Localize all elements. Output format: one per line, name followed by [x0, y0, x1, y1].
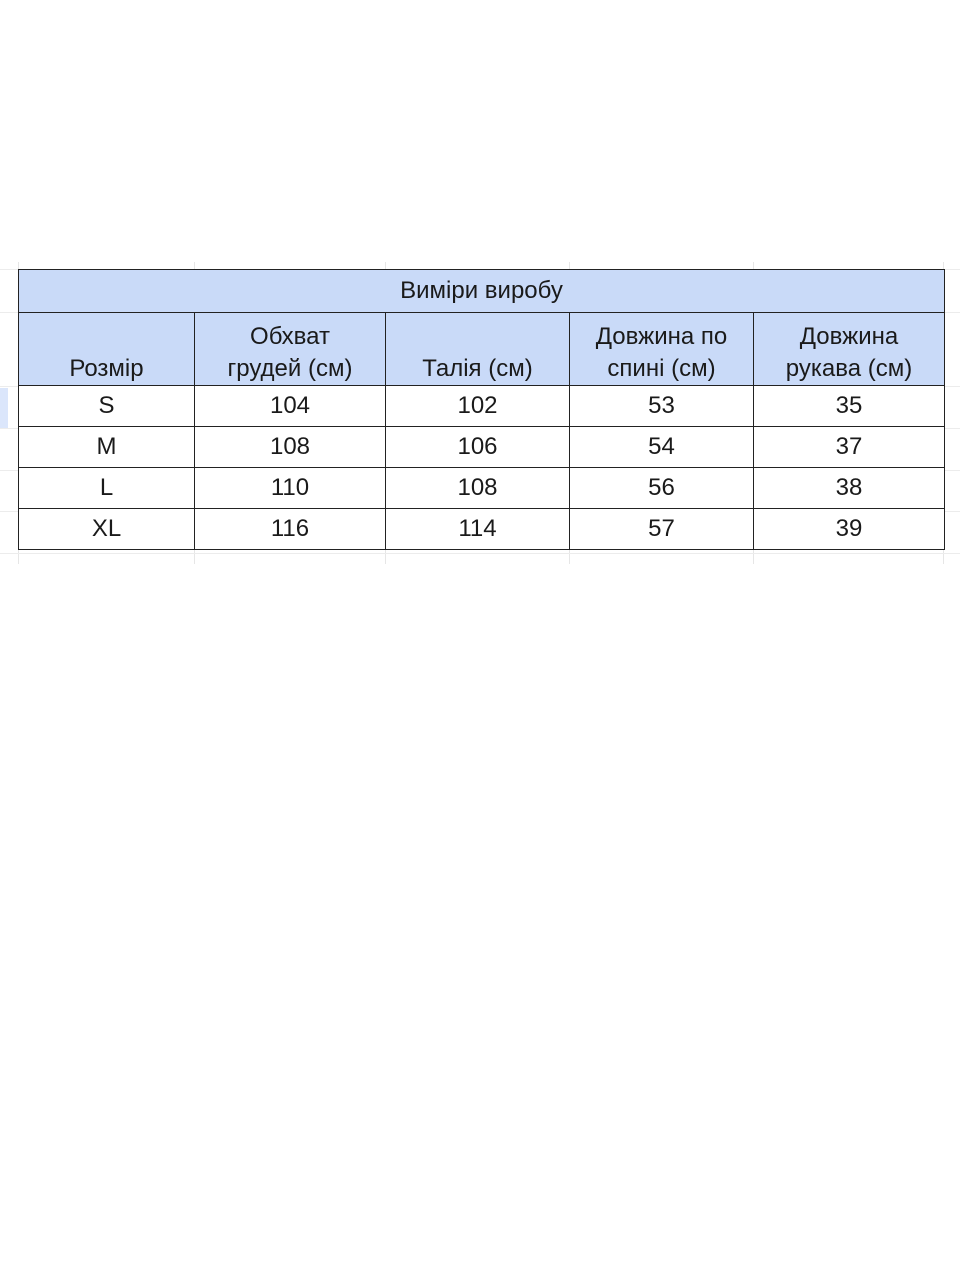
cell-chest[interactable]: 108 [195, 427, 386, 468]
table-header-row [19, 313, 945, 386]
selected-row-marker [0, 388, 8, 428]
cell-waist[interactable]: 114 [386, 509, 570, 550]
cell-back-length[interactable]: 57 [570, 509, 754, 550]
cell-waist[interactable]: 106 [386, 427, 570, 468]
cell-size[interactable]: L [19, 468, 195, 509]
cell-back-length[interactable]: 56 [570, 468, 754, 509]
cell-back-length[interactable]: 54 [570, 427, 754, 468]
cell-chest[interactable]: 110 [195, 468, 386, 509]
cell-chest[interactable]: 104 [195, 386, 386, 427]
cell-size[interactable]: S [19, 386, 195, 427]
cell-waist[interactable]: 108 [386, 468, 570, 509]
cell-sleeve-length[interactable]: 35 [754, 386, 945, 427]
header-chest[interactable] [195, 313, 386, 386]
table-row [19, 468, 945, 509]
cell-chest[interactable]: 116 [195, 509, 386, 550]
cell-waist[interactable]: 102 [386, 386, 570, 427]
header-chest-label: Обхват грудей (см) [227, 323, 353, 382]
cell-back-length[interactable]: 53 [570, 386, 754, 427]
header-back-length[interactable] [570, 313, 754, 386]
table-row [19, 386, 945, 427]
cell-sleeve-length[interactable]: 37 [754, 427, 945, 468]
table-title[interactable]: Виміри виробу [19, 270, 945, 313]
cell-size[interactable]: XL [19, 509, 195, 550]
table-row [19, 509, 945, 550]
header-size[interactable] [19, 313, 195, 386]
table-row [19, 427, 945, 468]
header-size-label: Розмір [69, 355, 144, 382]
table-title-row [19, 270, 945, 313]
cell-sleeve-length[interactable]: 38 [754, 468, 945, 509]
cell-size[interactable]: M [19, 427, 195, 468]
header-waist[interactable] [386, 313, 570, 386]
header-back-length-label: Довжина по спині (см) [595, 323, 728, 382]
cell-sleeve-length[interactable]: 39 [754, 509, 945, 550]
header-waist-label: Талія (см) [422, 355, 533, 382]
size-chart-table [18, 269, 945, 550]
header-sleeve-length[interactable] [754, 313, 945, 386]
header-sleeve-length-label: Довжина рукава (см) [785, 323, 913, 382]
